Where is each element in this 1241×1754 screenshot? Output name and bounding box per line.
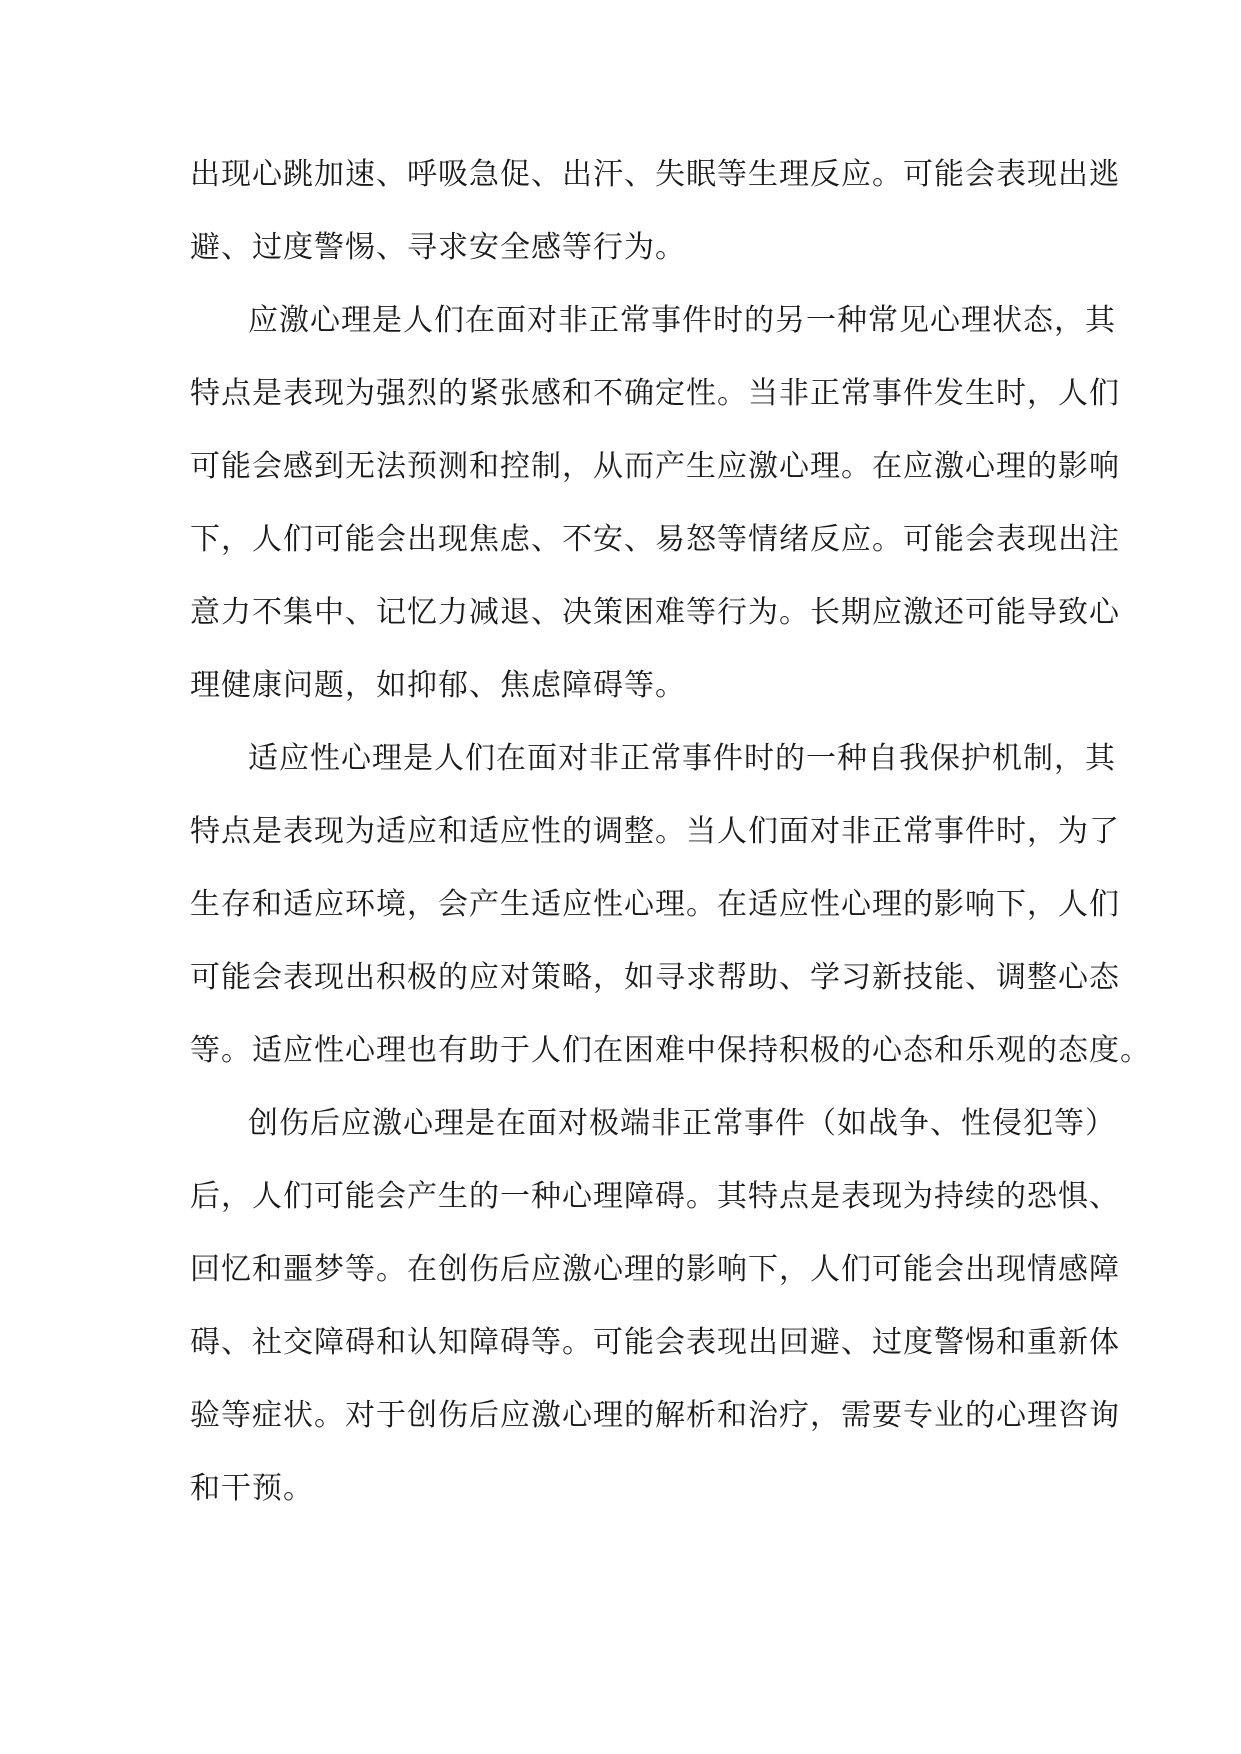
text-line: 创伤后应激心理是在面对极端非正常事件（如战争、性侵犯等） [248,1106,1116,1141]
text-line: 可能会表现出积极的应对策略，如寻求帮助、学习新技能、调整心态 [190,960,1120,995]
text-line: 应激心理是人们在面对非正常事件时的另一种常见心理状态，其 [248,303,1116,338]
text-line: 可能会感到无法预测和控制，从而产生应激心理。在应激心理的影响 [190,449,1120,484]
text-line: 意力不集中、记忆力减退、决策困难等行为。长期应激还可能导致心 [190,595,1120,630]
text-line: 等。适应性心理也有助于人们在困难中保持积极的心态和乐观的态度。 [190,1033,1151,1068]
paragraph [190,1087,1120,1525]
paragraph [190,284,1120,722]
text-line: 特点是表现为适应和适应性的调整。当人们面对非正常事件时，为了 [190,814,1120,849]
paragraph [190,138,1120,284]
text-line: 下，人们可能会出现焦虑、不安、易怒等情绪反应。可能会表现出注 [190,522,1120,557]
text-line: 验等症状。对于创伤后应激心理的解析和治疗，需要专业的心理咨询 [190,1398,1120,1433]
text-line: 碍、社交障碍和认知障碍等。可能会表现出回避、过度警惕和重新体 [190,1325,1120,1360]
document-body [190,138,1151,1525]
text-line: 回忆和噩梦等。在创伤后应激心理的影响下，人们可能会出现情感障 [190,1252,1120,1287]
text-line: 出现心跳加速、呼吸急促、出汗、失眠等生理反应。可能会表现出逃 [190,157,1120,192]
paragraph [190,722,1151,1087]
text-line: 特点是表现为强烈的紧张感和不确定性。当非正常事件发生时，人们 [190,376,1120,411]
text-line: 和干预。 [190,1471,314,1506]
text-line: 理健康问题，如抑郁、焦虑障碍等。 [190,668,686,703]
text-line: 后，人们可能会产生的一种心理障碍。其特点是表现为持续的恐惧、 [190,1179,1120,1214]
text-line: 避、过度警惕、寻求安全感等行为。 [190,230,686,265]
text-line: 生存和适应环境，会产生适应性心理。在适应性心理的影响下，人们 [190,887,1120,922]
text-line: 适应性心理是人们在面对非正常事件时的一种自我保护机制，其 [248,741,1116,776]
